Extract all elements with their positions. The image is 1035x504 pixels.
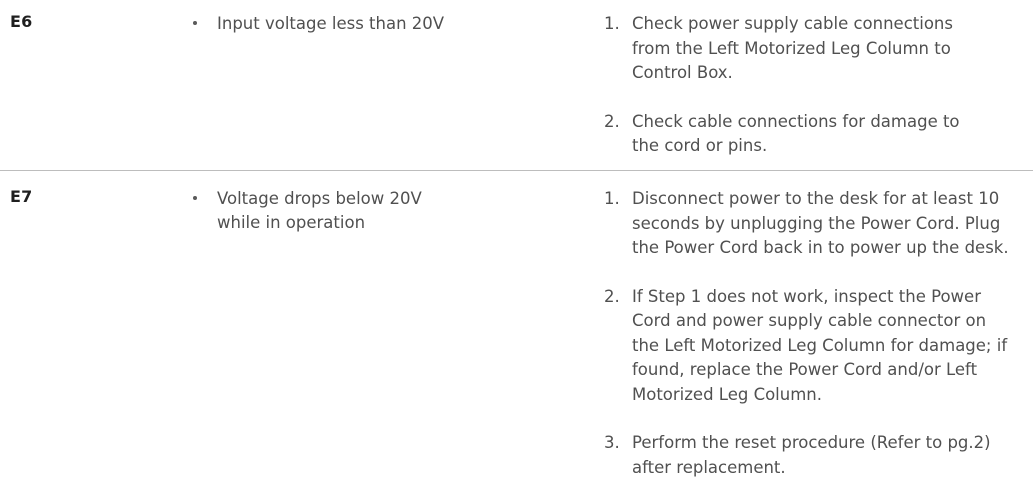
solution-step xyxy=(604,431,1014,480)
cause-list xyxy=(193,12,463,36)
error-code: E7 xyxy=(10,187,33,206)
solution-steps xyxy=(604,187,1014,504)
step-number: 1. xyxy=(604,14,620,33)
step-number: 2. xyxy=(604,286,620,306)
step-text: Disconnect power to the desk for at least 10 seconds by unplugging the Power Cord. Plug the Power Cord back in to power up the desk. xyxy=(632,189,1009,257)
row-divider xyxy=(0,170,1033,171)
bullet-icon xyxy=(193,21,197,25)
cause-text: Voltage drops below 20V while in operation xyxy=(217,189,422,232)
cause-item xyxy=(193,187,433,235)
solution-step xyxy=(604,187,1014,261)
solution-step xyxy=(604,285,1014,408)
solution-step xyxy=(604,12,964,86)
step-text: Check cable connections for damage to the cord or pins. xyxy=(632,111,960,155)
cause-text: Input voltage less than 20V xyxy=(217,14,445,33)
step-number: 1. xyxy=(604,189,620,208)
solution-step xyxy=(604,110,964,159)
step-text: Perform the reset procedure (Refer to pg.2) after replacement. xyxy=(632,433,991,477)
solution-steps xyxy=(604,12,964,183)
step-text: Check power supply cable connections from the Left Motorized Leg Column to Control Box. xyxy=(632,14,953,82)
step-number: 2. xyxy=(604,111,620,131)
cause-item xyxy=(193,12,463,36)
bullet-icon xyxy=(193,196,197,200)
step-text: If Step 1 does not work, inspect the Power Cord and power supply cable connector on the Left Motorized Leg Column for damage; if found, replace the Power Cord and/or Left Motorized Leg Column. xyxy=(632,286,1008,404)
cause-list xyxy=(193,187,433,235)
error-code: E6 xyxy=(10,12,33,31)
step-number: 3. xyxy=(604,433,620,452)
